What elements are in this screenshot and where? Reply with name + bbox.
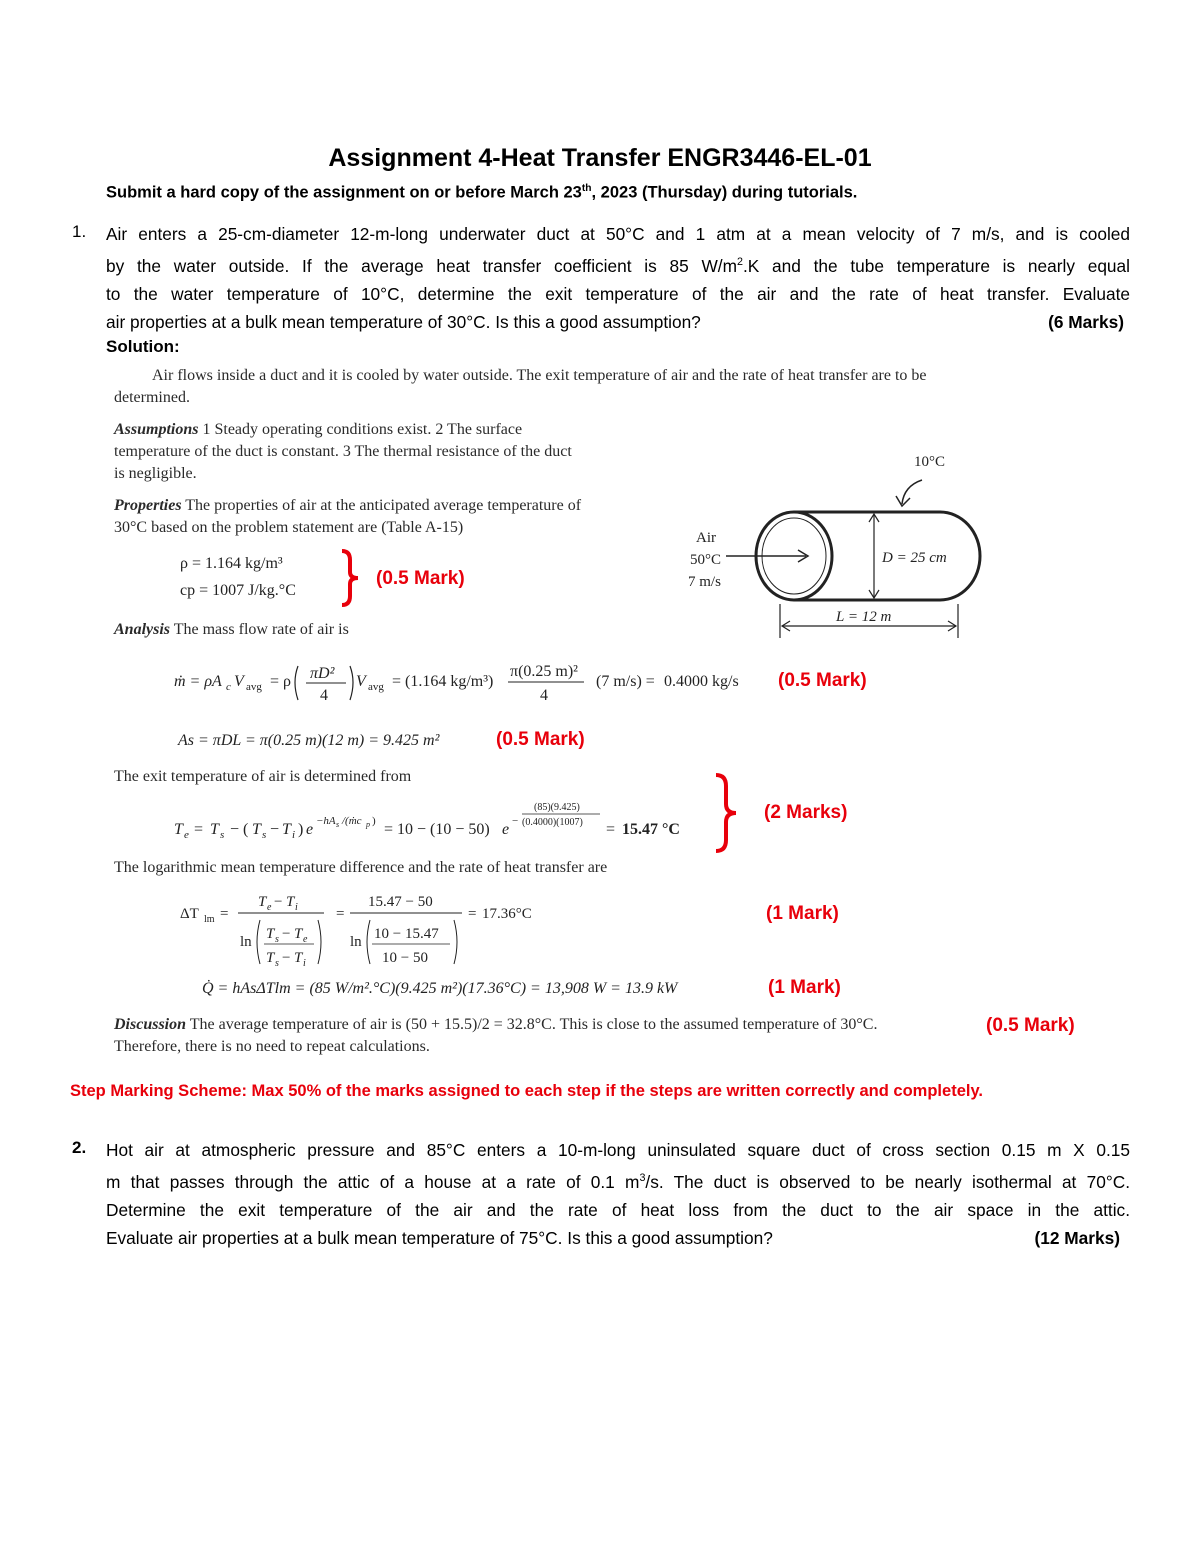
analysis-line xyxy=(114,621,349,639)
svg-text:= ρ: = ρ xyxy=(270,673,292,690)
svg-text:=: = xyxy=(194,821,204,838)
svg-text:=: = xyxy=(468,906,477,922)
svg-text:=: = xyxy=(606,821,616,838)
svg-text:): ) xyxy=(298,821,304,838)
q1-line2-post: .K and the tube temperature is nearly equal xyxy=(742,255,1130,276)
assumptions-label: Assumptions xyxy=(114,421,199,438)
cp-value: cp = 1007 J/kg.°C xyxy=(180,582,296,599)
svg-text:T: T xyxy=(282,821,291,838)
svg-text:e: e xyxy=(303,934,308,945)
svg-text:10 − 50: 10 − 50 xyxy=(382,950,428,966)
mdot-result: 0.4000 kg/s xyxy=(664,673,739,690)
svg-text:): ) xyxy=(372,815,376,827)
solution-intro-2: determined. xyxy=(114,389,190,406)
svg-text:s: s xyxy=(275,958,279,969)
svg-text:πD²: πD² xyxy=(310,665,335,682)
svg-text:lm: lm xyxy=(204,914,215,925)
assumptions-line-2: temperature of the duct is constant. 3 The thermal resistance of the duct xyxy=(114,443,572,460)
q1-line2-pre: by the water outside. If the average heat transfer coefficient is 85 W/m xyxy=(106,255,737,276)
q2-line1: Hot air at atmospheric pressure and 85°C enters a 10-m-long uninsulated square duct of cross section 0.15 m X 0.15 xyxy=(106,1140,1130,1160)
submission-note-pre: Submit a hard copy of the assignment on or before March 23 xyxy=(106,183,582,202)
svg-text:−: − xyxy=(274,894,283,910)
svg-text:15.47 − 50: 15.47 − 50 xyxy=(368,894,433,910)
assumptions-line-3: is negligible. xyxy=(114,465,197,482)
discussion-mark: (0.5 Mark) xyxy=(986,1015,1075,1036)
length-label: L = 12 m xyxy=(836,609,892,625)
q1-marks: (6 Marks) xyxy=(1048,312,1124,333)
svg-text:−hA: −hA xyxy=(316,815,336,827)
svg-text:i: i xyxy=(303,958,306,969)
submission-note xyxy=(106,183,857,203)
svg-text:−: − xyxy=(512,815,519,827)
submission-note-sup: th xyxy=(581,183,592,194)
svg-text:/(ṁc: /(ṁc xyxy=(342,815,362,827)
svg-text:T: T xyxy=(294,926,303,942)
svg-text:=: = xyxy=(336,906,345,922)
svg-text:ln: ln xyxy=(240,934,252,950)
q2-line4: Evaluate air properties at a bulk mean temperature of 75°C. Is this a good assumption? xyxy=(106,1228,773,1249)
svg-text:s: s xyxy=(220,829,225,841)
svg-text:(0.4000)(1007): (0.4000)(1007) xyxy=(522,817,583,828)
discussion-line-1 xyxy=(114,1016,877,1034)
q1-line2-sup: 2 xyxy=(737,256,743,269)
te-result: 15.47 °C xyxy=(622,821,680,838)
wall-temp-label: 10°C xyxy=(914,454,946,470)
step-marking-scheme: Step Marking Scheme: Max 50% of the marks assigned to each step if the steps are written correctly and completely. xyxy=(70,1082,983,1100)
q2-line3: Determine the exit temperature of the air and the rate of heat loss from the duct to the air space in the attic. xyxy=(106,1200,1130,1221)
page-title: Assignment 4-Heat Transfer ENGR3446-EL-01 xyxy=(328,144,872,172)
svg-text:10 − 15.47: 10 − 15.47 xyxy=(374,926,439,942)
svg-text:V: V xyxy=(234,673,244,690)
q2-marks: (12 Marks) xyxy=(1034,1228,1120,1249)
air-velocity-label: 7 m/s xyxy=(688,574,721,590)
svg-text:−: − xyxy=(282,926,291,942)
svg-text:= 10 − (10 − 50): = 10 − (10 − 50) xyxy=(384,821,490,838)
q1-line3: to the water temperature of 10°C, determine the exit temperature of the air and the rate of heat transfer. Evaluate xyxy=(106,284,1130,305)
svg-text:i: i xyxy=(295,902,298,913)
rho-value: ρ = 1.164 kg/m³ xyxy=(180,555,283,572)
solution-intro-1: Air flows inside a duct and it is cooled by water outside. The exit temperature of air and the rate of heat transfer are to be xyxy=(152,367,927,384)
properties-brace-icon xyxy=(336,548,364,608)
svg-text:=: = xyxy=(220,906,229,922)
wall-arrow-icon xyxy=(902,480,922,504)
svg-text:c: c xyxy=(226,681,231,693)
q2-line2-pre: m that passes through the attic of a house at a rate of 0.1 m xyxy=(106,1171,640,1192)
properties-label: Properties xyxy=(114,497,182,514)
svg-text:p: p xyxy=(366,820,370,829)
svg-text:s: s xyxy=(262,829,267,841)
lmtd-text: The logarithmic mean temperature difference and the rate of heat transfer are xyxy=(114,859,608,876)
svg-text:4: 4 xyxy=(540,687,548,704)
q2-line4-row xyxy=(106,1224,1130,1252)
q-mark: (1 Mark) xyxy=(768,977,841,998)
exit-temp-text: The exit temperature of air is determined from xyxy=(114,768,412,785)
svg-text:−: − xyxy=(270,821,280,838)
properties-line-1 xyxy=(114,497,581,515)
assumptions-line-1 xyxy=(114,421,522,439)
properties-text-1: The properties of air at the anticipated average temperature of xyxy=(185,497,582,514)
lmtd-equation-drawing xyxy=(176,888,576,972)
svg-text:T: T xyxy=(266,926,275,942)
air-temp-label: 50°C xyxy=(690,552,722,568)
assumptions-text-1: 1 Steady operating conditions exist. 2 The surface xyxy=(202,421,523,438)
svg-text:T: T xyxy=(294,950,303,966)
svg-text:T: T xyxy=(266,950,275,966)
q1-text xyxy=(106,220,1130,337)
q1-number: 1. xyxy=(72,222,87,241)
svg-text:e: e xyxy=(184,829,189,841)
svg-text:avg: avg xyxy=(246,681,262,693)
svg-text:e: e xyxy=(306,821,314,838)
q1-line1: Air enters a 25-cm-diameter 12-m-long underwater duct at 50°C and 1 atm at a mean velocity of 7 m/s, and is cooled xyxy=(106,224,1130,244)
svg-text:ln: ln xyxy=(350,934,362,950)
svg-text:e: e xyxy=(502,821,510,838)
svg-text:− (: − ( xyxy=(230,821,249,838)
exit-brace-icon xyxy=(710,772,744,854)
svg-text:(85)(9.425): (85)(9.425) xyxy=(534,802,580,813)
analysis-label: Analysis xyxy=(114,621,171,638)
svg-text:V: V xyxy=(356,673,366,690)
svg-text:T: T xyxy=(252,821,261,838)
svg-text:T: T xyxy=(258,894,267,910)
svg-text:ṁ = ρA: ṁ = ρA xyxy=(174,673,222,690)
te-equation-drawing xyxy=(172,798,692,844)
lmtd-mark: (1 Mark) xyxy=(766,903,839,924)
svg-text:T: T xyxy=(210,821,219,838)
discussion-line-2: Therefore, there is no need to repeat calculations. xyxy=(114,1038,430,1055)
svg-text:T: T xyxy=(174,821,183,838)
q1-line4: air properties at a bulk mean temperature of 30°C. Is this a good assumption? xyxy=(106,312,701,333)
as-equation: As = πDL = π(0.25 m)(12 m) = 9.425 m² xyxy=(178,732,440,749)
q2-text xyxy=(106,1136,1130,1253)
q1-line2 xyxy=(106,248,1130,280)
properties-mark: (0.5 Mark) xyxy=(376,568,465,589)
q-equation: Q̇ = hAsΔTlm = (85 W/m².°C)(9.425 m²)(17.36°C) = 13,908 W = 13.9 kW xyxy=(202,980,678,997)
submission-note-post: , 2023 (Thursday) during tutorials. xyxy=(591,183,858,202)
air-label: Air xyxy=(696,530,716,546)
svg-text:i: i xyxy=(292,829,296,841)
discussion-text-1: The average temperature of air is (50 + 15.5)/2 = 32.8°C. This is close to the assumed temperature of 30°C. xyxy=(189,1016,878,1033)
svg-text:ΔT: ΔT xyxy=(180,906,199,922)
svg-text:= (1.164 kg/m³): = (1.164 kg/m³) xyxy=(392,673,494,690)
svg-text:s: s xyxy=(336,820,340,829)
svg-text:e: e xyxy=(267,902,272,913)
solution-label: Solution: xyxy=(106,337,180,356)
q2-number: 2. xyxy=(72,1138,87,1157)
svg-text:4: 4 xyxy=(320,687,328,704)
svg-text:s: s xyxy=(275,934,279,945)
as-mark: (0.5 Mark) xyxy=(496,729,585,750)
svg-text:π(0.25 m)²: π(0.25 m)² xyxy=(510,663,578,680)
diameter-label: D = 25 cm xyxy=(882,550,947,566)
q1-line4-row xyxy=(106,308,1130,336)
duct-figure xyxy=(660,440,1000,644)
q2-line2 xyxy=(106,1164,1130,1196)
svg-text:−: − xyxy=(282,950,291,966)
properties-line-2: 30°C based on the problem statement are (Table A-15) xyxy=(114,519,464,536)
lmtd-result: 17.36°C xyxy=(482,906,532,922)
analysis-text: The mass flow rate of air is xyxy=(173,621,349,638)
exit-mark: (2 Marks) xyxy=(764,802,848,823)
mdot-mark: (0.5 Mark) xyxy=(778,670,867,691)
svg-text:T: T xyxy=(286,894,295,910)
discussion-label: Discussion xyxy=(114,1016,187,1033)
q2-line2-sup: 3 xyxy=(639,1172,646,1185)
svg-text:(7 m/s) =: (7 m/s) = xyxy=(596,673,655,690)
mdot-equation-drawing xyxy=(170,650,780,712)
svg-text:avg: avg xyxy=(368,681,384,693)
q2-line2-post: /s. The duct is observed to be nearly isothermal at 70°C. xyxy=(645,1171,1131,1192)
